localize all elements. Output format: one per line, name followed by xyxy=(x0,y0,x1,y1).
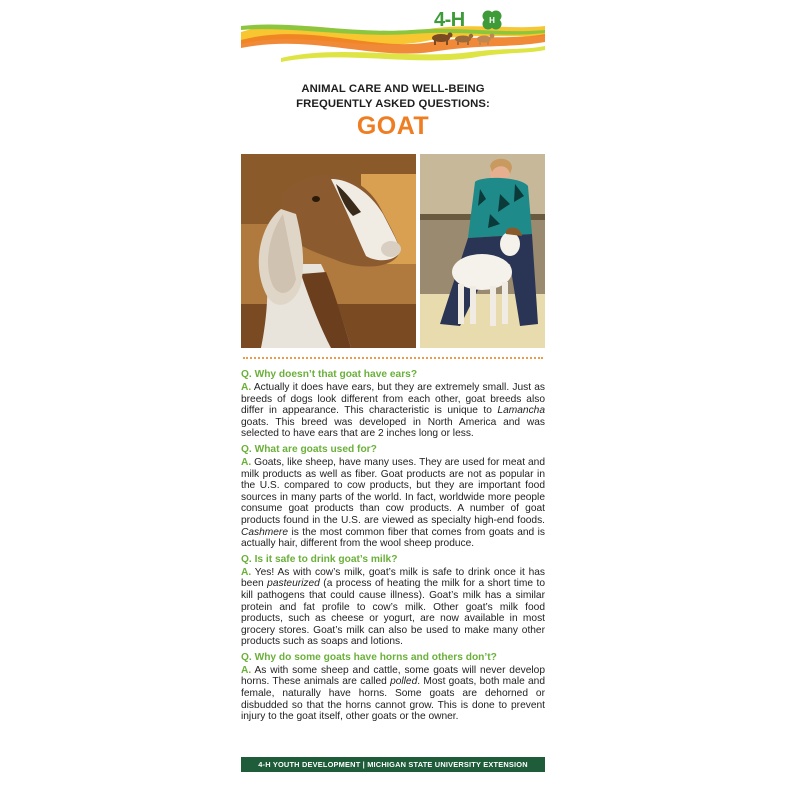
footer-bar: 4-H YOUTH DEVELOPMENT | MICHIGAN STATE UNIVERSITY EXTENSION xyxy=(241,757,545,772)
faq-answer xyxy=(241,567,545,648)
answer-label: A. xyxy=(241,664,252,676)
faq-item xyxy=(241,554,545,648)
answer-emphasis: pasteurized xyxy=(267,578,320,590)
goat-closeup-photo xyxy=(241,154,416,348)
answer-text: Actually it does have ears, but they are extremely small. Just as breeds of dogs look different from each other, goat breeds also differ in appearance. This characteristic is unique to xyxy=(241,382,545,417)
faq-item xyxy=(241,444,545,550)
answer-text: goats. This breed was developed in North America and was selected to have ears that are 2 inches long or less. xyxy=(241,416,545,440)
answer-text: As with some sheep and cattle, some goats will never develop horns. These animals are called xyxy=(241,664,545,688)
faq-item xyxy=(241,652,545,723)
faq-question: Q. Is it safe to drink goat’s milk? xyxy=(241,553,398,565)
faq-answer xyxy=(241,665,545,723)
faq-question: Q. Why do some goats have horns and others don’t? xyxy=(241,651,497,663)
svg-text:H: H xyxy=(489,16,495,25)
answer-label: A. xyxy=(241,566,252,578)
faq-card xyxy=(241,0,545,786)
faq-answer xyxy=(241,382,545,440)
answer-label: A. xyxy=(241,382,252,393)
faq-answer xyxy=(241,457,545,550)
header-title-line2: FREQUENTLY ASKED QUESTIONS: xyxy=(296,98,490,110)
section-divider xyxy=(243,357,543,359)
answer-emphasis: Cashmere xyxy=(241,526,288,538)
answer-text: (a process of heating the milk for a short time to kill pathogens that could cause illness). Goat’s milk has a similar protein and fat profile to cow’s milk. Other goat’s milk food products, such as cheese or yogurt, are now available in most grocery stores. Goat’s milk can also be used to make many other products such as soaps and lotions. xyxy=(241,578,546,648)
answer-label: A. xyxy=(241,456,252,468)
4h-logo-text: 4-H xyxy=(434,9,465,31)
header-title-line1: ANIMAL CARE AND WELL-BEING xyxy=(301,83,485,95)
answer-text: Goats, like sheep, have many uses. They are used for meat and milk products as well as fiber. Goat products are not as popular in the U.S. compared to cow products, but they are important food sources in many parts of the world. In fact, worldwide more people consume goat products than cow products. A number of goat products found in the U.S. are viewed as specialty high-end foods. xyxy=(241,456,545,526)
answer-emphasis: Lamancha xyxy=(497,405,545,417)
answer-text: . Most goats, both male and female, naturally have horns. Some goats are dehorned or disbudded so that the horns cannot grow. This is done to prevent injury to the goat itself, other goats or the owner. xyxy=(241,676,545,723)
answer-text: is the most common fiber that comes from goats and is actually hair, different from the wool sheep produce. xyxy=(241,526,545,550)
animal-title: GOAT xyxy=(356,112,430,140)
faq-question: Q. What are goats used for? xyxy=(241,443,377,455)
faq-item xyxy=(241,369,545,440)
faq-list xyxy=(241,369,545,727)
answer-text: Yes! As with cow’s milk, goat’s milk is safe to drink once it has been xyxy=(241,566,545,590)
goat-showmanship-photo xyxy=(420,154,545,348)
faq-question: Q. Why doesn’t that goat have ears? xyxy=(241,369,418,380)
answer-emphasis: polled xyxy=(390,676,418,688)
farm-animals-silhouette-icon xyxy=(429,30,499,46)
